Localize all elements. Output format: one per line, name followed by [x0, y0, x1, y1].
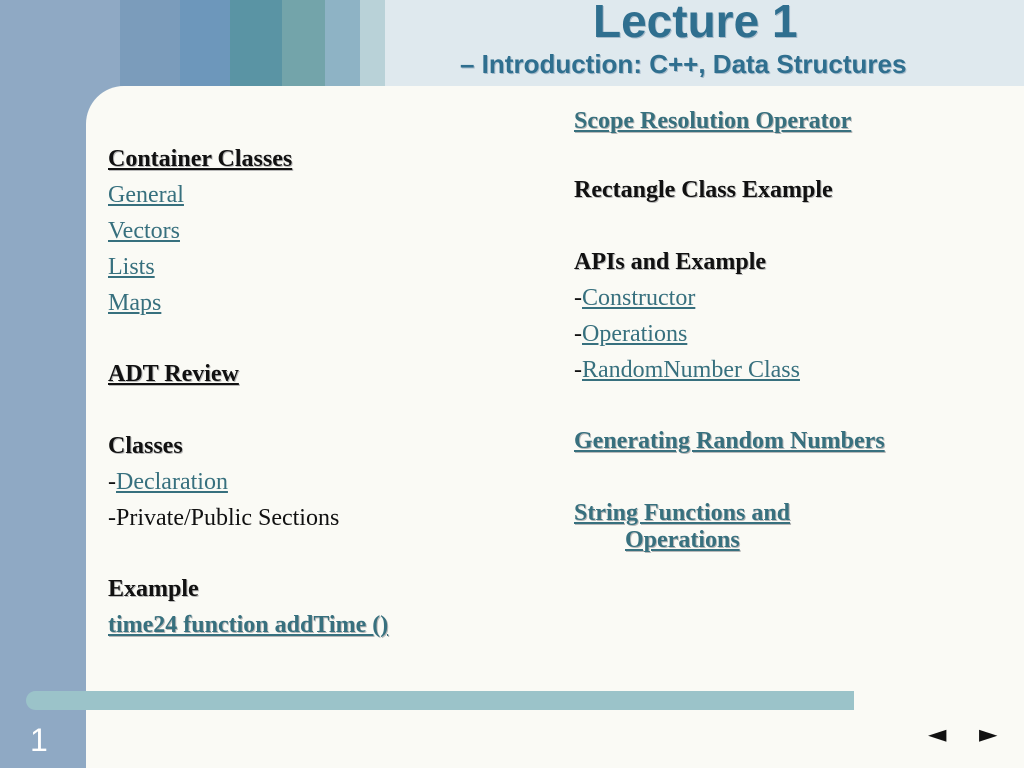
stripe-6: [360, 0, 385, 86]
time24-link[interactable]: time24 function addTime (): [108, 612, 389, 638]
constructor-item: [574, 284, 695, 312]
classes-heading: Classes: [108, 433, 183, 459]
string-functions-link-line2[interactable]: Operations: [625, 527, 740, 553]
stripe-5: [325, 0, 360, 86]
maps-link[interactable]: Maps: [108, 290, 162, 316]
operations-link[interactable]: Operations: [582, 321, 688, 347]
stripe-4: [282, 0, 325, 86]
slide-subtitle: – Introduction: C++, Data Structures: [460, 49, 907, 79]
random-number-item: [574, 356, 800, 384]
footer-bar: [26, 691, 854, 710]
dash: -: [574, 285, 582, 311]
stripe-3: [230, 0, 282, 86]
dash: -: [574, 357, 582, 383]
scope-resolution-link[interactable]: Scope Resolution Operator: [574, 108, 852, 134]
stripe-2: [180, 0, 230, 86]
generating-random-numbers-link[interactable]: Generating Random Numbers: [574, 428, 885, 454]
container-classes-link[interactable]: Container Classes: [108, 146, 293, 172]
example-heading: Example: [108, 576, 199, 602]
vectors-link[interactable]: Vectors: [108, 218, 180, 244]
slide-title: Lecture 1: [593, 0, 798, 47]
operations-item: [574, 320, 687, 348]
lists-link[interactable]: Lists: [108, 254, 155, 280]
dash: -: [574, 321, 582, 347]
slide-number: 1: [30, 722, 48, 758]
string-functions-link-line1[interactable]: String Functions and: [574, 500, 791, 526]
adt-review-link[interactable]: ADT Review: [108, 361, 239, 387]
rectangle-class-heading: Rectangle Class Example: [574, 177, 833, 203]
private-public-text: -Private/Public Sections: [108, 505, 340, 531]
random-number-class-link[interactable]: RandomNumber Class: [582, 357, 800, 383]
declaration-item: [108, 468, 228, 496]
declaration-link[interactable]: Declaration: [116, 469, 228, 495]
apis-heading: APIs and Example: [574, 249, 767, 275]
dash: -: [108, 469, 116, 495]
next-slide-button[interactable]: ►: [979, 720, 998, 748]
general-link[interactable]: General: [108, 182, 184, 208]
previous-slide-button[interactable]: ◄: [928, 720, 947, 748]
constructor-link[interactable]: Constructor: [582, 285, 696, 311]
stripe-1: [120, 0, 180, 86]
